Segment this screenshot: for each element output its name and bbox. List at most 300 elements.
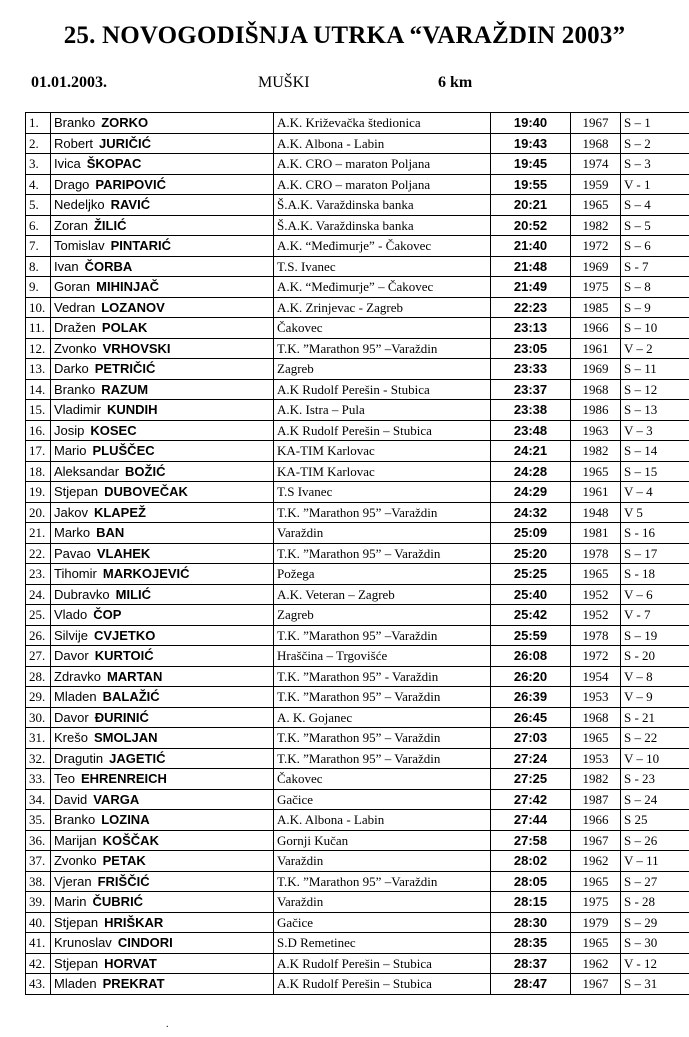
last-name: PETRIČIĆ bbox=[94, 361, 156, 377]
first-name: Vlado bbox=[54, 607, 88, 623]
place-cell: 22. bbox=[26, 543, 51, 564]
time-cell: 23:48 bbox=[491, 420, 571, 441]
club-cell: A.K Rudolf Perešin – Stubica bbox=[274, 953, 491, 974]
time-cell: 25:20 bbox=[491, 543, 571, 564]
place-cell: 13. bbox=[26, 359, 51, 380]
runner-name-cell bbox=[51, 277, 274, 298]
last-name: POLAK bbox=[101, 320, 148, 336]
first-name: Krešo bbox=[54, 730, 88, 746]
first-name: Dragutin bbox=[54, 750, 104, 766]
runner-name-cell bbox=[51, 687, 274, 708]
birth-year-cell: 1953 bbox=[571, 687, 621, 708]
first-name: Goran bbox=[54, 279, 91, 295]
first-name: Vjeran bbox=[54, 873, 92, 889]
club-cell: T.K. ”Marathon 95” – Varaždin bbox=[274, 748, 491, 769]
club-cell: A.K. CRO – maraton Poljana bbox=[274, 154, 491, 175]
place-cell: 25. bbox=[26, 605, 51, 626]
runner-name-cell bbox=[51, 338, 274, 359]
birth-year-cell: 1967 bbox=[571, 830, 621, 851]
age-category-cell: S – 22 bbox=[621, 728, 689, 749]
last-name: HRIŠKAR bbox=[104, 914, 164, 930]
club-cell: Gačice bbox=[274, 912, 491, 933]
results-table bbox=[25, 112, 689, 995]
first-name: Dražen bbox=[54, 320, 96, 336]
first-name: Branko bbox=[54, 115, 96, 131]
place-cell: 5. bbox=[26, 195, 51, 216]
first-name: Branko bbox=[54, 381, 96, 397]
runner-name-cell bbox=[51, 154, 274, 175]
first-name: Drago bbox=[54, 176, 90, 192]
first-name: Stjepan bbox=[54, 484, 99, 500]
first-name: Darko bbox=[54, 361, 89, 377]
age-category-cell: S – 11 bbox=[621, 359, 689, 380]
club-cell: T.S. Ivanec bbox=[274, 256, 491, 277]
first-name: Mladen bbox=[54, 976, 97, 992]
last-name: EHRENREICH bbox=[80, 771, 167, 787]
age-category-cell: S – 29 bbox=[621, 912, 689, 933]
last-name: KLAPEŽ bbox=[93, 504, 146, 520]
club-cell: T.K. ”Marathon 95” – Varaždin bbox=[274, 687, 491, 708]
first-name: Pavao bbox=[54, 545, 91, 561]
last-name: FRIŠČIĆ bbox=[97, 873, 150, 889]
club-cell: Varaždin bbox=[274, 523, 491, 544]
table-row bbox=[26, 666, 689, 687]
last-name: MIHINJAČ bbox=[96, 279, 159, 295]
age-category-cell: V - 1 bbox=[621, 174, 689, 195]
birth-year-cell: 1961 bbox=[571, 338, 621, 359]
time-cell: 20:21 bbox=[491, 195, 571, 216]
table-row bbox=[26, 871, 689, 892]
last-name: ZORKO bbox=[101, 115, 149, 131]
club-cell: T.K. ”Marathon 95” –Varaždin bbox=[274, 502, 491, 523]
place-cell: 8. bbox=[26, 256, 51, 277]
time-cell: 26:20 bbox=[491, 666, 571, 687]
time-cell: 28:02 bbox=[491, 851, 571, 872]
age-category-cell: S – 13 bbox=[621, 400, 689, 421]
time-cell: 23:33 bbox=[491, 359, 571, 380]
club-cell: Čakovec bbox=[274, 318, 491, 339]
runner-name-cell bbox=[51, 543, 274, 564]
last-name: VRHOVSKI bbox=[102, 340, 171, 356]
first-name: Davor bbox=[54, 709, 89, 725]
table-row bbox=[26, 953, 689, 974]
table-row bbox=[26, 400, 689, 421]
table-row bbox=[26, 523, 689, 544]
table-row bbox=[26, 174, 689, 195]
last-name: JAGETIĆ bbox=[109, 750, 166, 766]
table-row bbox=[26, 133, 689, 154]
runner-name-cell bbox=[51, 420, 274, 441]
age-category-cell: S – 8 bbox=[621, 277, 689, 298]
first-name: Ivan bbox=[54, 258, 79, 274]
age-category-cell: V – 8 bbox=[621, 666, 689, 687]
runner-name-cell bbox=[51, 953, 274, 974]
runner-name-cell bbox=[51, 974, 274, 995]
club-cell: S.D Remetinec bbox=[274, 933, 491, 954]
first-name: Josip bbox=[54, 422, 85, 438]
age-category-cell: S – 3 bbox=[621, 154, 689, 175]
club-cell: Požega bbox=[274, 564, 491, 585]
time-cell: 22:23 bbox=[491, 297, 571, 318]
age-category-cell: V – 11 bbox=[621, 851, 689, 872]
runner-name-cell bbox=[51, 461, 274, 482]
first-name: Zoran bbox=[54, 217, 88, 233]
table-row bbox=[26, 605, 689, 626]
club-cell: Zagreb bbox=[274, 605, 491, 626]
time-cell: 24:29 bbox=[491, 482, 571, 503]
first-name: Vedran bbox=[54, 299, 96, 315]
birth-year-cell: 1985 bbox=[571, 297, 621, 318]
birth-year-cell: 1953 bbox=[571, 748, 621, 769]
birth-year-cell: 1967 bbox=[571, 974, 621, 995]
table-row bbox=[26, 502, 689, 523]
last-name: KUNDIH bbox=[106, 402, 158, 418]
last-name: ŽILIĆ bbox=[93, 217, 127, 233]
table-row bbox=[26, 441, 689, 462]
club-cell: A.K. Veteran – Zagreb bbox=[274, 584, 491, 605]
table-row bbox=[26, 359, 689, 380]
club-cell: Gačice bbox=[274, 789, 491, 810]
runner-name-cell bbox=[51, 933, 274, 954]
last-name: ČOP bbox=[93, 607, 122, 623]
birth-year-cell: 1966 bbox=[571, 810, 621, 831]
place-cell: 4. bbox=[26, 174, 51, 195]
age-category-cell: V – 6 bbox=[621, 584, 689, 605]
last-name: ŠKOPAC bbox=[86, 156, 142, 172]
place-cell: 3. bbox=[26, 154, 51, 175]
birth-year-cell: 1975 bbox=[571, 277, 621, 298]
time-cell: 28:37 bbox=[491, 953, 571, 974]
last-name: VARGA bbox=[93, 791, 140, 807]
runner-name-cell bbox=[51, 482, 274, 503]
last-name: MARTAN bbox=[106, 668, 163, 684]
table-row bbox=[26, 277, 689, 298]
table-row bbox=[26, 912, 689, 933]
club-cell: A.K Rudolf Perešin - Stubica bbox=[274, 379, 491, 400]
birth-year-cell: 1969 bbox=[571, 256, 621, 277]
time-cell: 26:45 bbox=[491, 707, 571, 728]
last-name: RAVIĆ bbox=[110, 197, 151, 213]
age-category-cell: S – 10 bbox=[621, 318, 689, 339]
first-name: Marijan bbox=[54, 832, 97, 848]
club-cell: Gornji Kučan bbox=[274, 830, 491, 851]
place-cell: 24. bbox=[26, 584, 51, 605]
table-row bbox=[26, 543, 689, 564]
place-cell: 19. bbox=[26, 482, 51, 503]
club-cell: KA-TIM Karlovac bbox=[274, 461, 491, 482]
runner-name-cell bbox=[51, 318, 274, 339]
age-category-cell: S – 19 bbox=[621, 625, 689, 646]
time-cell: 19:43 bbox=[491, 133, 571, 154]
table-row bbox=[26, 256, 689, 277]
place-cell: 15. bbox=[26, 400, 51, 421]
club-cell: Varaždin bbox=[274, 851, 491, 872]
last-name: JURIČIĆ bbox=[99, 135, 152, 151]
place-cell: 41. bbox=[26, 933, 51, 954]
place-cell: 12. bbox=[26, 338, 51, 359]
time-cell: 27:42 bbox=[491, 789, 571, 810]
birth-year-cell: 1967 bbox=[571, 113, 621, 134]
club-cell: A.K Rudolf Perešin – Stubica bbox=[274, 974, 491, 995]
time-cell: 28:05 bbox=[491, 871, 571, 892]
table-row bbox=[26, 318, 689, 339]
page-title: 25. NOVOGODIŠNJA UTRKA “VARAŽDIN 2003” bbox=[63, 22, 626, 49]
club-cell: T.K. ”Marathon 95” – Varaždin bbox=[274, 728, 491, 749]
runner-name-cell bbox=[51, 748, 274, 769]
time-cell: 19:55 bbox=[491, 174, 571, 195]
age-category-cell: S - 28 bbox=[621, 892, 689, 913]
age-category-cell: S – 26 bbox=[621, 830, 689, 851]
table-row bbox=[26, 338, 689, 359]
table-row bbox=[26, 933, 689, 954]
age-category-cell: S – 14 bbox=[621, 441, 689, 462]
time-cell: 25:25 bbox=[491, 564, 571, 585]
age-category-cell: S – 6 bbox=[621, 236, 689, 257]
runner-name-cell bbox=[51, 133, 274, 154]
last-name: ČORBA bbox=[84, 258, 133, 274]
runner-name-cell bbox=[51, 851, 274, 872]
age-category-cell: S – 15 bbox=[621, 461, 689, 482]
club-cell: T.K. ”Marathon 95” –Varaždin bbox=[274, 338, 491, 359]
club-cell: Zagreb bbox=[274, 359, 491, 380]
first-name: Mladen bbox=[54, 689, 97, 705]
age-category-cell: S – 31 bbox=[621, 974, 689, 995]
club-cell: Čakovec bbox=[274, 769, 491, 790]
club-cell: T.K. ”Marathon 95” –Varaždin bbox=[274, 625, 491, 646]
time-cell: 21:48 bbox=[491, 256, 571, 277]
runner-name-cell bbox=[51, 605, 274, 626]
first-name: Mario bbox=[54, 443, 87, 459]
last-name: KOŠČAK bbox=[102, 832, 159, 848]
table-row bbox=[26, 748, 689, 769]
age-category-cell: S – 12 bbox=[621, 379, 689, 400]
birth-year-cell: 1975 bbox=[571, 892, 621, 913]
time-cell: 23:38 bbox=[491, 400, 571, 421]
age-category-cell: S - 18 bbox=[621, 564, 689, 585]
place-cell: 21. bbox=[26, 523, 51, 544]
birth-year-cell: 1968 bbox=[571, 707, 621, 728]
club-cell: T.K. ”Marathon 95” – Varaždin bbox=[274, 543, 491, 564]
place-cell: 14. bbox=[26, 379, 51, 400]
table-row bbox=[26, 564, 689, 585]
first-name: Robert bbox=[54, 135, 94, 151]
place-cell: 42. bbox=[26, 953, 51, 974]
first-name: Krunoslav bbox=[54, 935, 112, 951]
runner-name-cell bbox=[51, 215, 274, 236]
age-category-cell: S 25 bbox=[621, 810, 689, 831]
first-name: Silvije bbox=[54, 627, 88, 643]
place-cell: 43. bbox=[26, 974, 51, 995]
table-row bbox=[26, 420, 689, 441]
runner-name-cell bbox=[51, 174, 274, 195]
age-category-cell: V - 12 bbox=[621, 953, 689, 974]
age-category-cell: S - 21 bbox=[621, 707, 689, 728]
club-cell: A.K. CRO – maraton Poljana bbox=[274, 174, 491, 195]
first-name: Zdravko bbox=[54, 668, 101, 684]
age-category-cell: S - 7 bbox=[621, 256, 689, 277]
place-cell: 31. bbox=[26, 728, 51, 749]
age-category-cell: V – 9 bbox=[621, 687, 689, 708]
age-category-cell: S – 5 bbox=[621, 215, 689, 236]
last-name: MILIĆ bbox=[115, 586, 152, 602]
place-cell: 16. bbox=[26, 420, 51, 441]
time-cell: 24:28 bbox=[491, 461, 571, 482]
results-body bbox=[26, 113, 689, 995]
birth-year-cell: 1982 bbox=[571, 769, 621, 790]
runner-name-cell bbox=[51, 441, 274, 462]
runner-name-cell bbox=[51, 707, 274, 728]
table-row bbox=[26, 215, 689, 236]
time-cell: 25:59 bbox=[491, 625, 571, 646]
first-name: Marko bbox=[54, 525, 91, 541]
table-row bbox=[26, 154, 689, 175]
runner-name-cell bbox=[51, 564, 274, 585]
runner-name-cell bbox=[51, 256, 274, 277]
last-name: PLUŠČEC bbox=[92, 443, 155, 459]
place-cell: 39. bbox=[26, 892, 51, 913]
runner-name-cell bbox=[51, 892, 274, 913]
time-cell: 21:40 bbox=[491, 236, 571, 257]
last-name: ČUBRIĆ bbox=[92, 894, 144, 910]
time-cell: 25:09 bbox=[491, 523, 571, 544]
table-row bbox=[26, 707, 689, 728]
last-name: CVJETKO bbox=[93, 627, 156, 643]
time-cell: 27:25 bbox=[491, 769, 571, 790]
club-cell: A.K. Albona - Labin bbox=[274, 133, 491, 154]
birth-year-cell: 1962 bbox=[571, 953, 621, 974]
last-name: DUBOVEČAK bbox=[104, 484, 188, 500]
footer-mark: . bbox=[166, 1019, 169, 1030]
first-name: Stjepan bbox=[54, 914, 99, 930]
time-cell: 28:47 bbox=[491, 974, 571, 995]
table-row bbox=[26, 297, 689, 318]
age-category-cell: V - 7 bbox=[621, 605, 689, 626]
age-category-cell: V – 4 bbox=[621, 482, 689, 503]
table-row bbox=[26, 236, 689, 257]
place-cell: 1. bbox=[26, 113, 51, 134]
club-cell: A.K. “Međimurje” – Čakovec bbox=[274, 277, 491, 298]
last-name: MARKOJEVIĆ bbox=[102, 566, 190, 582]
place-cell: 33. bbox=[26, 769, 51, 790]
first-name: Davor bbox=[54, 648, 89, 664]
table-row bbox=[26, 379, 689, 400]
club-cell: T.S Ivanec bbox=[274, 482, 491, 503]
table-row bbox=[26, 810, 689, 831]
time-cell: 23:37 bbox=[491, 379, 571, 400]
age-category-cell: S – 4 bbox=[621, 195, 689, 216]
birth-year-cell: 1952 bbox=[571, 605, 621, 626]
place-cell: 40. bbox=[26, 912, 51, 933]
last-name: PETAK bbox=[102, 853, 146, 869]
place-cell: 30. bbox=[26, 707, 51, 728]
birth-year-cell: 1974 bbox=[571, 154, 621, 175]
birth-year-cell: 1961 bbox=[571, 482, 621, 503]
first-name: Vladimir bbox=[54, 402, 101, 418]
time-cell: 25:42 bbox=[491, 605, 571, 626]
place-cell: 2. bbox=[26, 133, 51, 154]
age-category-cell: S – 24 bbox=[621, 789, 689, 810]
runner-name-cell bbox=[51, 625, 274, 646]
runner-name-cell bbox=[51, 297, 274, 318]
place-cell: 6. bbox=[26, 215, 51, 236]
birth-year-cell: 1966 bbox=[571, 318, 621, 339]
place-cell: 17. bbox=[26, 441, 51, 462]
age-category-cell: S - 16 bbox=[621, 523, 689, 544]
club-cell: Š.A.K. Varaždinska banka bbox=[274, 195, 491, 216]
first-name: Marin bbox=[54, 894, 87, 910]
age-category-cell: S – 30 bbox=[621, 933, 689, 954]
runner-name-cell bbox=[51, 789, 274, 810]
runner-name-cell bbox=[51, 359, 274, 380]
table-row bbox=[26, 769, 689, 790]
club-cell: A.K. Istra – Pula bbox=[274, 400, 491, 421]
place-cell: 11. bbox=[26, 318, 51, 339]
birth-year-cell: 1959 bbox=[571, 174, 621, 195]
birth-year-cell: 1981 bbox=[571, 523, 621, 544]
birth-year-cell: 1968 bbox=[571, 379, 621, 400]
last-name: LOZINA bbox=[101, 812, 150, 828]
age-category-cell: S - 23 bbox=[621, 769, 689, 790]
place-cell: 27. bbox=[26, 646, 51, 667]
last-name: SMOLJAN bbox=[93, 730, 158, 746]
age-category-cell: V – 2 bbox=[621, 338, 689, 359]
first-name: Tihomir bbox=[54, 566, 97, 582]
club-cell: Š.A.K. Varaždinska banka bbox=[274, 215, 491, 236]
birth-year-cell: 1978 bbox=[571, 543, 621, 564]
runner-name-cell bbox=[51, 523, 274, 544]
first-name: Jakov bbox=[54, 504, 88, 520]
runner-name-cell bbox=[51, 584, 274, 605]
age-category-cell: S - 20 bbox=[621, 646, 689, 667]
runner-name-cell bbox=[51, 666, 274, 687]
place-cell: 26. bbox=[26, 625, 51, 646]
birth-year-cell: 1979 bbox=[571, 912, 621, 933]
first-name: David bbox=[54, 791, 88, 807]
last-name: RAZUM bbox=[101, 381, 149, 397]
table-row bbox=[26, 584, 689, 605]
birth-year-cell: 1954 bbox=[571, 666, 621, 687]
birth-year-cell: 1982 bbox=[571, 215, 621, 236]
place-cell: 32. bbox=[26, 748, 51, 769]
runner-name-cell bbox=[51, 728, 274, 749]
runner-name-cell bbox=[51, 830, 274, 851]
runner-name-cell bbox=[51, 871, 274, 892]
place-cell: 9. bbox=[26, 277, 51, 298]
last-name: KURTOIĆ bbox=[94, 648, 154, 664]
table-row bbox=[26, 687, 689, 708]
birth-year-cell: 1965 bbox=[571, 461, 621, 482]
place-cell: 36. bbox=[26, 830, 51, 851]
race-category: MUŠKI bbox=[258, 74, 310, 91]
club-cell: A.K. Zrinjevac - Zagreb bbox=[274, 297, 491, 318]
time-cell: 23:05 bbox=[491, 338, 571, 359]
club-cell: A.K. “Međimurje” - Čakovec bbox=[274, 236, 491, 257]
time-cell: 23:13 bbox=[491, 318, 571, 339]
birth-year-cell: 1965 bbox=[571, 564, 621, 585]
birth-year-cell: 1978 bbox=[571, 625, 621, 646]
table-row bbox=[26, 789, 689, 810]
age-category-cell: S – 27 bbox=[621, 871, 689, 892]
place-cell: 10. bbox=[26, 297, 51, 318]
time-cell: 28:35 bbox=[491, 933, 571, 954]
table-row bbox=[26, 646, 689, 667]
age-category-cell: S – 9 bbox=[621, 297, 689, 318]
birth-year-cell: 1972 bbox=[571, 646, 621, 667]
last-name: VLAHEK bbox=[96, 545, 151, 561]
time-cell: 24:21 bbox=[491, 441, 571, 462]
age-category-cell: S – 17 bbox=[621, 543, 689, 564]
birth-year-cell: 1948 bbox=[571, 502, 621, 523]
